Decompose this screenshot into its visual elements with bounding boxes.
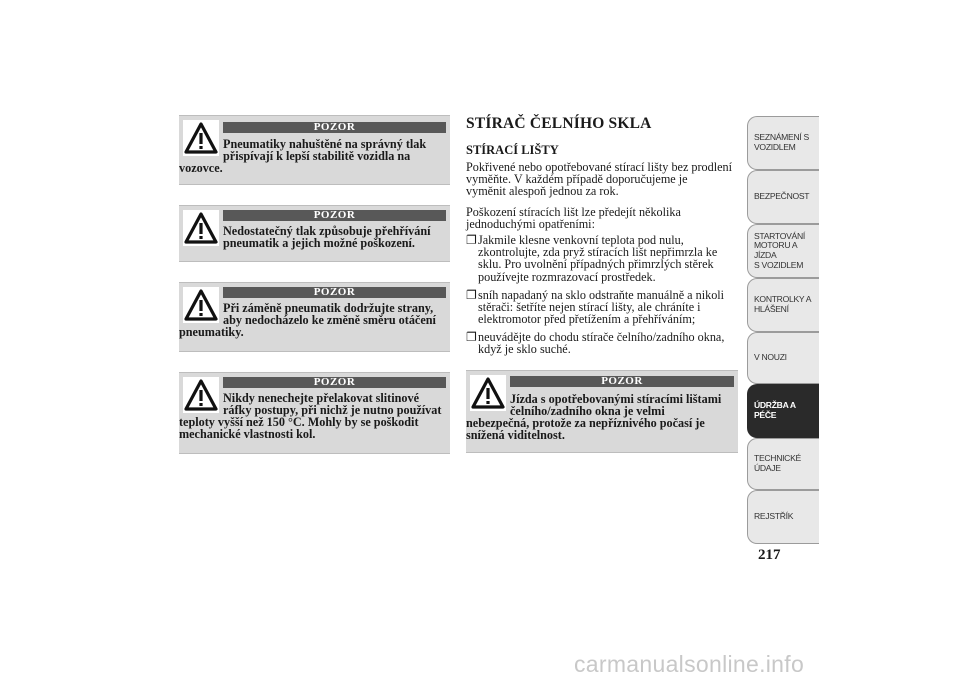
- checkbox-bullet-icon: ❐: [466, 233, 477, 247]
- list-item: ❐ sníh napadaný na sklo odstraňte manuálně a nikoli stěrači: šetříte nejen stírací lišty, ale chráníte i elektromotor před přetížením a přehříváním;: [466, 288, 725, 327]
- warning-triangle-icon: [183, 287, 219, 323]
- tab-v-nouzi[interactable]: V NOUZI: [747, 332, 819, 384]
- tab-rejstrik[interactable]: REJSTŘÍK: [747, 490, 819, 544]
- warning-text: Nedostatečný tlak způsobuje přehřívání pneumatik a jejich možné poškození.: [223, 224, 431, 250]
- watermark: carmanualsonline.info: [574, 651, 805, 677]
- tab-technicke-udaje[interactable]: TECHNICKÉ ÚDAJE: [747, 438, 819, 490]
- tab-startovani-motoru[interactable]: STARTOVÁNÍ MOTORU A JÍZDA S VOZIDLEM: [747, 224, 819, 278]
- page-number: 217: [758, 547, 781, 563]
- warning-triangle-icon: [183, 210, 219, 246]
- tab-seznameni-s-vozidlem[interactable]: SEZNÁMENÍ S VOZIDLEM: [747, 116, 819, 170]
- warning-text: Při záměně pneumatik dodržujte strany, aby nedocházelo ke změně směru otáčení: [223, 301, 436, 327]
- tab-kontrolky-a-hlaseni[interactable]: KONTROLKY A HLÁŠENÍ: [747, 278, 819, 332]
- warning-text: Jízda s opotřebovanými stíracími lištami čelního/zadního okna je velmi: [510, 392, 722, 418]
- warning-heading: POZOR: [223, 210, 446, 221]
- paragraph-prevention: Poškození stíracích lišt lze předejít několika jednoduchými opatřeními:: [466, 205, 681, 232]
- warning-triangle-icon: [183, 120, 219, 156]
- warning-box-worn-wipers: [466, 370, 738, 453]
- warning-heading: POZOR: [223, 377, 446, 388]
- warning-text-cont: teploty vyšší než 150 °C. Mohly by se poškodit mechanické vlastnosti kol.: [179, 415, 419, 441]
- warning-box-alloy-rims: [179, 372, 450, 454]
- warning-text-cont: nebezpečná, protože za nepříznivého počasí je snížená viditelnost.: [466, 416, 705, 442]
- warning-text: Nikdy nenechejte přelakovat slitinové ráfky postupy, při nichž je nutno používat: [223, 391, 442, 417]
- checkbox-bullet-icon: ❐: [466, 288, 477, 302]
- warning-heading: POZOR: [223, 287, 446, 298]
- warning-box-underinflation: [179, 205, 450, 262]
- section-title: STÍRAČ ČELNÍHO SKLA: [466, 115, 652, 132]
- warning-heading: POZOR: [223, 122, 446, 133]
- list-item: ❐ Jakmile klesne venkovní teplota pod nulu, zkontrolujte, zda pryž stíracích lišt nepřimrzla ke sklu. Pro uvolnění případných přimrzlých stěrek používejte rozmrazovací prostředek.: [466, 233, 718, 284]
- warning-text: Pneumatiky nahuštěné na správný tlak přispívají k lepší stabilitě vozidla na: [223, 137, 427, 163]
- warning-triangle-icon: [183, 377, 219, 413]
- checkbox-bullet-icon: ❐: [466, 330, 477, 344]
- warning-box-tire-rotation: [179, 282, 450, 352]
- warning-triangle-icon: [470, 375, 506, 411]
- warning-box-tire-pressure: [179, 115, 450, 185]
- paragraph-replace-blades: Pokřivené nebo opotřebované stírací lišty bez prodlení vyměňte. V každém případě doporučujeme je vyměnit alespoň jednou za rok.: [466, 160, 733, 199]
- section-subtitle: STÍRACÍ LIŠTY: [466, 143, 559, 157]
- warning-text-cont: vozovce.: [179, 161, 223, 175]
- tab-bezpecnost[interactable]: BEZPEČNOST: [747, 170, 819, 224]
- warning-heading: POZOR: [510, 376, 734, 387]
- tab-udrzba-a-pece[interactable]: ÚDRŽBA A PÉČE: [747, 384, 819, 438]
- list-item: ❐ neuvádějte do chodu stírače čelního/zadního okna, když je sklo suché.: [466, 330, 725, 357]
- warning-text-cont: pneumatiky.: [179, 325, 244, 339]
